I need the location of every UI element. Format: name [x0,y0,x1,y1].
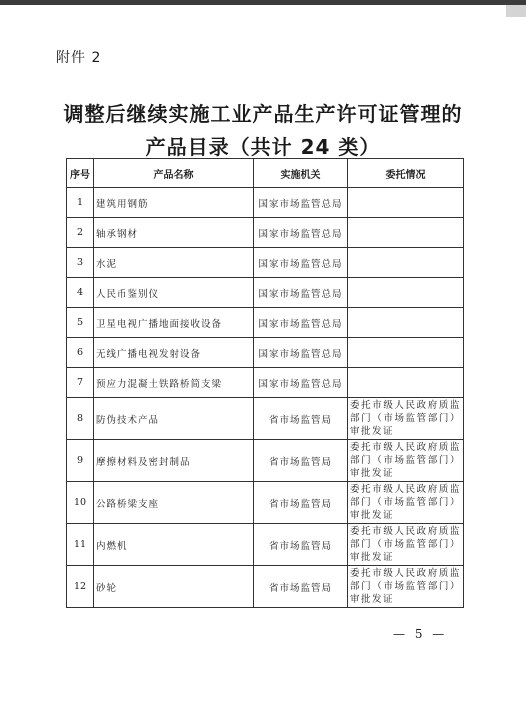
table-row [67,248,464,278]
cell-product-name: 砂轮 [94,566,254,608]
product-catalog-table [66,158,464,608]
cell-no: 5 [67,308,94,338]
header-product-name: 产品名称 [94,159,254,188]
cell-delegation: 委托市级人民政府质监部门（市场监管部门）审批发证 [348,566,464,608]
table-row [67,218,464,248]
cell-product-name: 建筑用钢筋 [94,188,254,218]
cell-no: 3 [67,248,94,278]
table-row [67,278,464,308]
cell-no: 8 [67,398,94,440]
document-title-line-2: 产品目录（共计 24 类） [145,135,381,159]
cell-agency: 国家市场监管总局 [254,368,348,398]
cell-product-name: 无线广播电视发射设备 [94,338,254,368]
cell-no: 11 [67,524,94,566]
cell-no: 2 [67,218,94,248]
cell-delegation: 委托市级人民政府质监部门（市场监管部门）审批发证 [348,398,464,440]
cell-agency: 国家市场监管总局 [254,308,348,338]
document-title-line-1: 调整后继续实施工业产品生产许可证管理的 [63,102,463,126]
table-row [67,524,464,566]
cell-agency: 省市场监管局 [254,482,348,524]
table-row [67,368,464,398]
table-row [67,482,464,524]
table-row [67,440,464,482]
cell-delegation: 委托市级人民政府质监部门（市场监管部门）审批发证 [348,524,464,566]
cell-product-name: 摩擦材料及密封制品 [94,440,254,482]
cell-delegation [348,338,464,368]
cell-agency: 省市场监管局 [254,440,348,482]
table-row [67,308,464,338]
cell-delegation [348,368,464,398]
cell-delegation [348,278,464,308]
cell-agency: 国家市场监管总局 [254,278,348,308]
cell-product-name: 防伪技术产品 [94,398,254,440]
table-row [67,398,464,440]
header-no: 序号 [67,159,94,188]
header-delegation: 委托情况 [348,159,464,188]
cell-no: 1 [67,188,94,218]
header-agency: 实施机关 [254,159,348,188]
attachment-label: 附件 2 [56,50,102,66]
cell-delegation [348,218,464,248]
cell-product-name: 水泥 [94,248,254,278]
cell-no: 10 [67,482,94,524]
table-row [67,188,464,218]
cell-product-name: 轴承钢材 [94,218,254,248]
cell-no: 7 [67,368,94,398]
cell-agency: 国家市场监管总局 [254,248,348,278]
cell-agency: 省市场监管局 [254,524,348,566]
cell-agency: 国家市场监管总局 [254,338,348,368]
window-corner [506,5,526,17]
page-number: — 5 — [393,627,448,641]
cell-product-name: 公路桥梁支座 [94,482,254,524]
window-top-bar [0,0,526,5]
table-row [67,566,464,608]
cell-no: 12 [67,566,94,608]
cell-agency: 国家市场监管总局 [254,218,348,248]
cell-product-name: 内燃机 [94,524,254,566]
table-header-row [67,159,464,188]
cell-delegation [348,248,464,278]
cell-delegation [348,308,464,338]
cell-product-name: 预应力混凝土铁路桥简支梁 [94,368,254,398]
cell-delegation: 委托市级人民政府质监部门（市场监管部门）审批发证 [348,482,464,524]
cell-delegation [348,188,464,218]
cell-no: 9 [67,440,94,482]
table-row [67,338,464,368]
cell-delegation: 委托市级人民政府质监部门（市场监管部门）审批发证 [348,440,464,482]
cell-agency: 省市场监管局 [254,398,348,440]
cell-no: 4 [67,278,94,308]
cell-agency: 国家市场监管总局 [254,188,348,218]
cell-no: 6 [67,338,94,368]
cell-product-name: 卫星电视广播地面接收设备 [94,308,254,338]
cell-agency: 省市场监管局 [254,566,348,608]
cell-product-name: 人民币鉴别仪 [94,278,254,308]
